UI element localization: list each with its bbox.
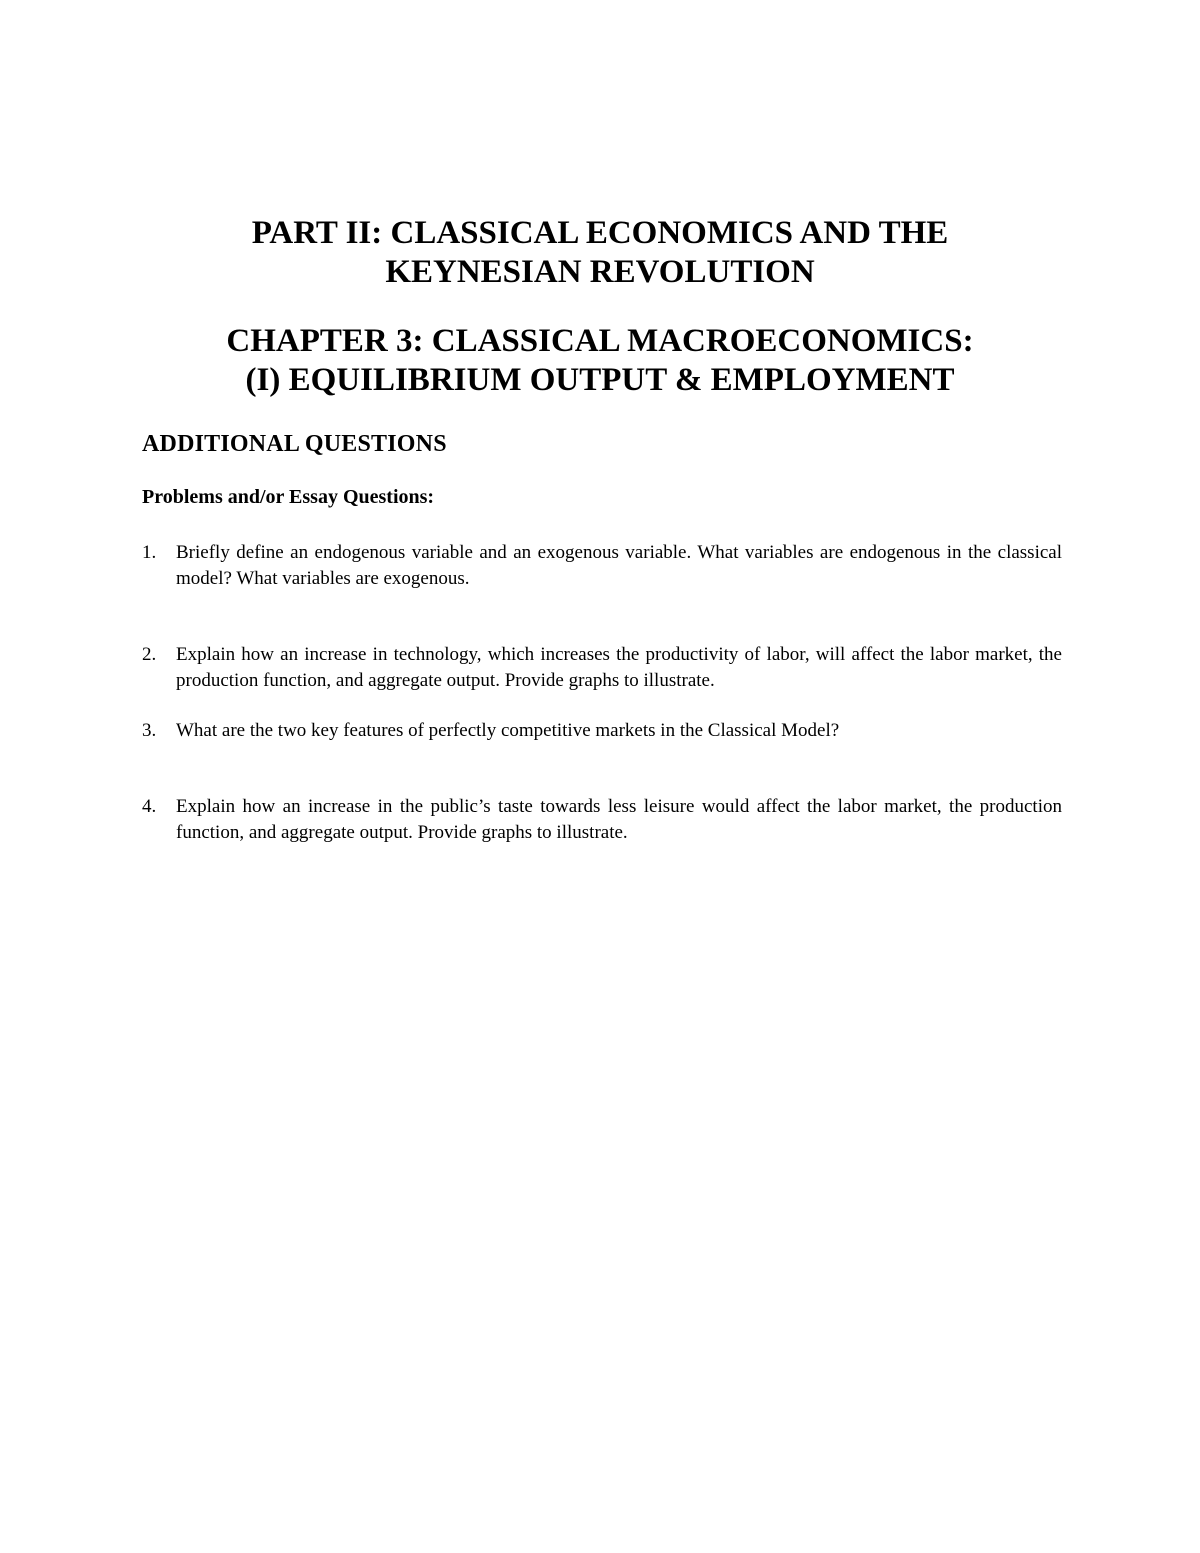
question-number: 3.: [142, 720, 157, 741]
chapter-title-line-1: CHAPTER 3: CLASSICAL MACROECONOMICS:: [226, 323, 974, 359]
chapter-title: [0, 322, 1200, 400]
section-heading: ADDITIONAL QUESTIONS: [142, 431, 447, 457]
question-text: Briefly define an endogenous variable and an exogenous variable. What variables are endogenous in the classical model? What variables are exogenous.: [176, 542, 1062, 589]
questions-subheading: Problems and/or Essay Questions:: [142, 486, 435, 508]
question-number: 2.: [142, 644, 157, 665]
question-number: 1.: [142, 542, 157, 563]
question-text: Explain how an increase in the public’s taste towards less leisure would affect the labor market, the production function, and aggregate output. Provide graphs to illustrate.: [176, 796, 1062, 843]
part-title: [0, 214, 1200, 292]
chapter-title-line-2: (I) EQUILIBRIUM OUTPUT & EMPLOYMENT: [245, 362, 955, 398]
question-text: What are the two key features of perfectly competitive markets in the Classical Model?: [176, 720, 840, 741]
question-number: 4.: [142, 796, 157, 817]
part-title-line-2: KEYNESIAN REVOLUTION: [385, 254, 815, 290]
question-text: Explain how an increase in technology, which increases the productivity of labor, will affect the labor market, the production function, and aggregate output. Provide graphs to illustrate.: [176, 644, 1062, 691]
part-title-line-1: PART II: CLASSICAL ECONOMICS AND THE: [251, 215, 949, 251]
